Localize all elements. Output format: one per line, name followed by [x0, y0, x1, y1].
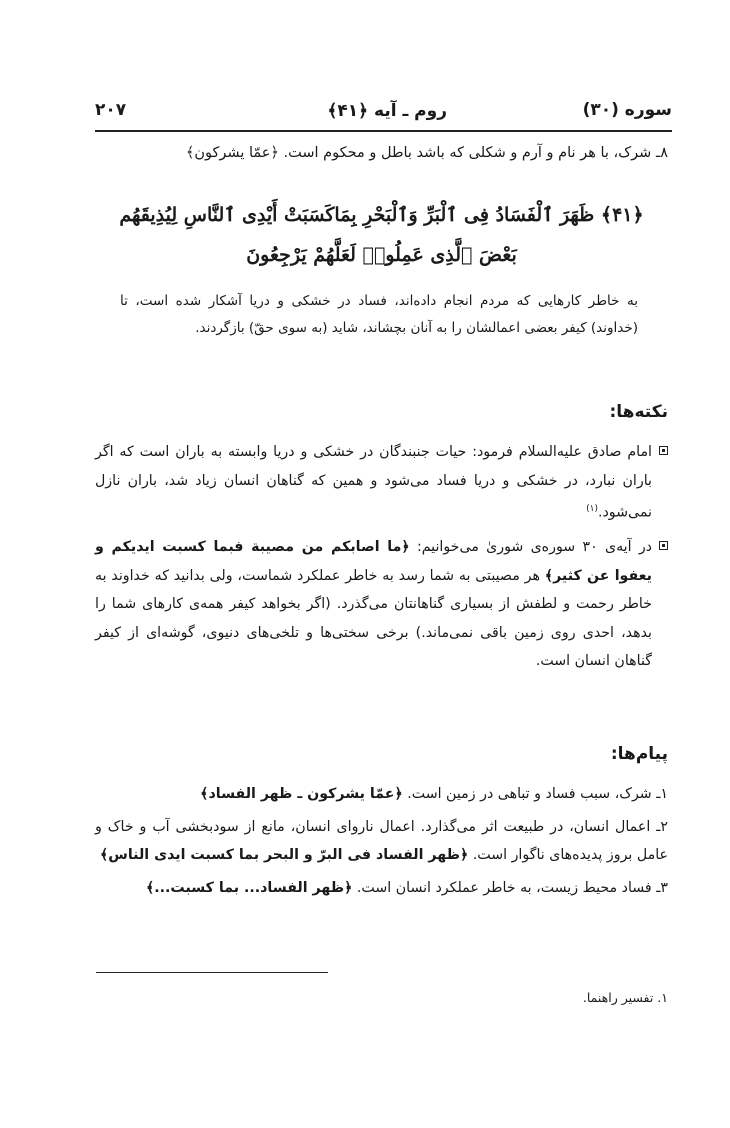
messages-list: [95, 780, 668, 906]
surah-label: سوره (۳۰): [582, 100, 672, 120]
message-item: [95, 874, 668, 903]
verse-label: روم ـ آیه ﴿۴۱﴾: [327, 101, 447, 121]
square-bullet-icon: [659, 446, 668, 455]
note-text: امام صادق علیه‌السلام فرمود: حیات جنبندگان در خشکی و دریا وابسته به باران است که اگر باران نبارد، در خشکی و دریا فساد می‌شود و همین که گناهان انسان زیاد شد، باران نازل نمی‌شود.: [95, 444, 652, 521]
note-item: [95, 438, 668, 527]
note-text: هر مصیبتی به شما رسد به خاطر عملکرد شماست، ولی بدانید که خداوند به خاطر رحمت و لطفش از بسیاری گناهانتان می‌گذرد. (اگر بخواهد کیفر همه‌ی کارهای شما را بدهد، احدی روی زمین باقی نمی‌ماند.) برخی سختی‌ها و تلخی‌های دنیوی، گوشه‌ای از کیفر گناهان انسان است.: [95, 567, 652, 670]
message-text: ۳ـ فساد محیط زیست، به خاطر عملکرد انسان است.: [352, 879, 668, 896]
verse-line-2: بَعْضَ ٱلَّذِى عَمِلُوا۟ لَعَلَّهُمْ يَرْجِعُونَ: [246, 244, 517, 266]
quran-quote: ﴿ظهر الفساد فی البرّ و البحر بما کسبت ایدی الناس﴾: [99, 847, 469, 863]
verse-translation: به خاطر کارهایی که مردم انجام داده‌اند، فساد در خشکی و دریا آشکار شده است، تا (خداوند) کیفر بعضی اعمالشان را به آنان بچشاند، شاید (به سوی حقّ) بازگردند.: [120, 293, 638, 336]
message-item: [95, 813, 668, 870]
footnote-divider: [96, 972, 328, 973]
footnote: ۱. تفسیر راهنما.: [582, 990, 668, 1005]
quran-verse: [98, 195, 665, 275]
quran-quote: ﴿ما اصابکم من مصیبة فبما کسبت ایدیکم و یعفوا عن کثیر﴾: [95, 539, 652, 584]
page-number: ۲۰۷: [95, 100, 127, 120]
header-divider: [95, 130, 672, 132]
quran-quote: ﴿ظهر الفساد... بما کسبت...﴾: [145, 879, 353, 896]
message-item: [95, 780, 668, 809]
messages-heading: پیام‌ها:: [610, 744, 668, 764]
notes-list: [95, 438, 668, 682]
notes-heading: نکته‌ها:: [609, 402, 668, 422]
message-text: ۲ـ اعمال انسان، در طبیعت اثر می‌گذارد. اعمال ناروای انسان، مانع از سودبخشی آب و خاک و عامل بروز پدیده‌های ناگوار است.: [95, 818, 668, 863]
square-bullet-icon: [659, 541, 668, 550]
quran-quote: ﴿عمّا یشرکون ـ ظهر الفساد﴾: [200, 786, 403, 802]
note-8: ۸ـ شرک، با هر نام و آرم و شکلی که باشد باطل و محکوم است. ﴿عمّا یشرکون﴾: [185, 145, 668, 161]
message-text: ۱ـ شرک، سبب فساد و تباهی در زمین است.: [402, 786, 668, 802]
page-header: [95, 100, 672, 130]
footnote-ref: (۱): [586, 504, 598, 514]
note-text: در آیه‌ی ۳۰ سوره‌ی شوریٰ می‌خوانیم:: [409, 539, 652, 556]
verse-line-1: ﴿۴۱﴾ ظَهَرَ ٱلْفَسَادُ فِى ٱلْبَرِّ وَٱلْبَحْرِ بِمَاكَسَبَتْ أَيْدِى ٱلنَّاسِ لِيُذِيقَهُم: [119, 204, 644, 226]
note-item: [95, 533, 668, 676]
